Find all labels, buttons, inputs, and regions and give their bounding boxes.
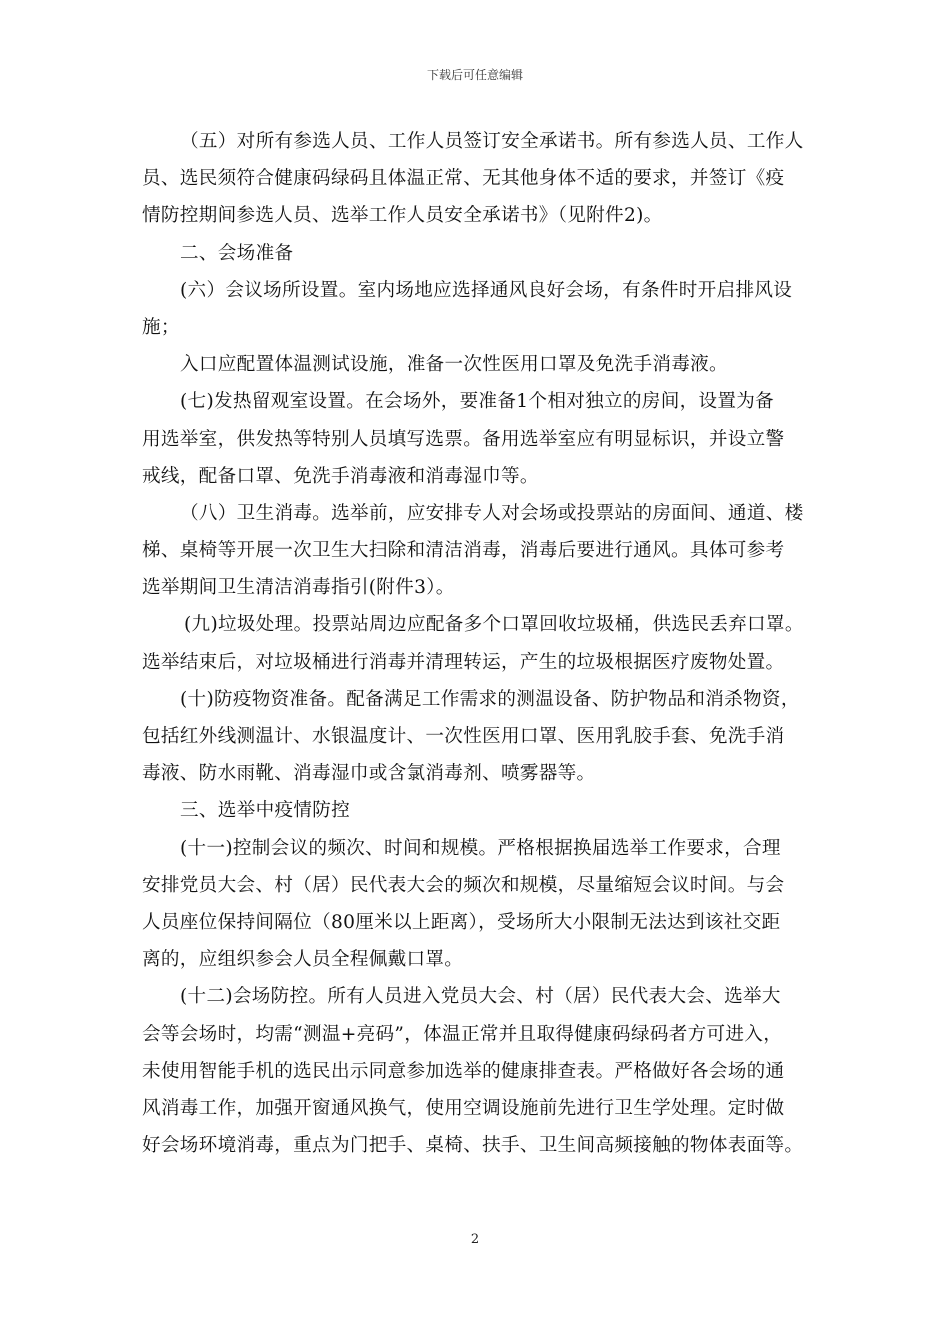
text-line: 施；: [142, 316, 180, 338]
text-line: 好会场环境消毒，重点为门把手、桌椅、扶手、卫生间高频接触的物体表面等。: [142, 1135, 804, 1157]
text-line: 未使用智能手机的选民出示同意参加选举的健康排查表。严格做好各会场的通: [142, 1060, 785, 1082]
page-header: 下载后可任意编辑: [426, 68, 523, 82]
document-body: [142, 123, 822, 1164]
text-line: 三、选举中疫情防控: [180, 800, 351, 822]
text-line: (七)发热留观室设置。在会场外，要准备1个相对独立的房间，设置为备: [180, 391, 775, 413]
text-line: 情防控期间参选人员、选举工作人员安全承诺书》（见附件2)。: [142, 205, 663, 227]
text-line: (九)垃圾处理。投票站周边应配备多个口罩回收垃圾桶，供选民丢弃口罩。: [184, 614, 804, 636]
text-line: 会等会场时，均需“测温+亮码”，体温正常并且取得健康码绿码者方可进入，: [142, 1023, 783, 1045]
text-line: （五）对所有参选人员、工作人员签订安全承诺书。所有参选人员、工作人: [180, 131, 804, 152]
text-line: 包括红外线测温计、水银温度计、一次性医用口罩、医用乳胶手套、免洗手消: [142, 726, 785, 747]
text-line: 毒液、防水雨靴、消毒湿巾或含氯消毒剂、喷雾器等。: [142, 763, 596, 785]
text-line: 选举期间卫生清洁消毒指引(附件3）。: [142, 577, 455, 599]
text-line: (十)防疫物资准备。配备满足工作需求的测温设备、防护物品和消杀物资，: [180, 688, 800, 710]
text-line: 入口应配置体温测试设施，准备一次性医用口罩及免洗手消毒液。: [180, 354, 728, 376]
text-line: (十二)会场防控。所有人员进入党员大会、村（居）民代表大会、选举大: [180, 986, 781, 1008]
text-line: 风消毒工作，加强开窗通风换气，使用空调设施前先进行卫生学处理。定时做: [142, 1097, 785, 1119]
text-line: 二、会场准备: [180, 242, 294, 264]
text-line: 用选举室，供发热等特别人员填写选票。备用选举室应有明显标识，并设立警: [142, 428, 785, 450]
text-line: 梯、桌椅等开展一次卫生大扫除和清洁消毒，消毒后要进行通风。具体可参考: [142, 540, 785, 562]
text-line: 离的，应组织参会人员全程佩戴口罩。: [142, 949, 464, 971]
text-line: 戒线，配备口罩、免洗手消毒液和消毒湿巾等。: [142, 465, 539, 487]
text-line: (六）会议场所设置。室内场地应选择通风良好会场，有条件时开启排风设: [180, 279, 793, 301]
text-line: 安排党员大会、村（居）民代表大会的频次和规模，尽量缩短会议时间。与会: [142, 874, 785, 896]
page-number: 2: [470, 1232, 480, 1247]
text-line: 人员座位保持间隔位（80厘米以上距离），受场所大小限制无法达到该社交距: [142, 911, 781, 933]
text-line: 员、选民须符合健康码绿码且体温正常、无其他身体不适的要求，并签订《疫: [142, 168, 785, 190]
text-line: 选举结束后，对垃圾桶进行消毒并清理转运，产生的垃圾根据医疗废物处置。: [142, 651, 785, 673]
text-line: (十一)控制会议的频次、时间和规模。严格根据换届选举工作要求，合理: [180, 837, 781, 859]
text-line: （八）卫生消毒。选举前，应安排专人对会场或投票站的房面间、通道、楼: [180, 502, 804, 524]
